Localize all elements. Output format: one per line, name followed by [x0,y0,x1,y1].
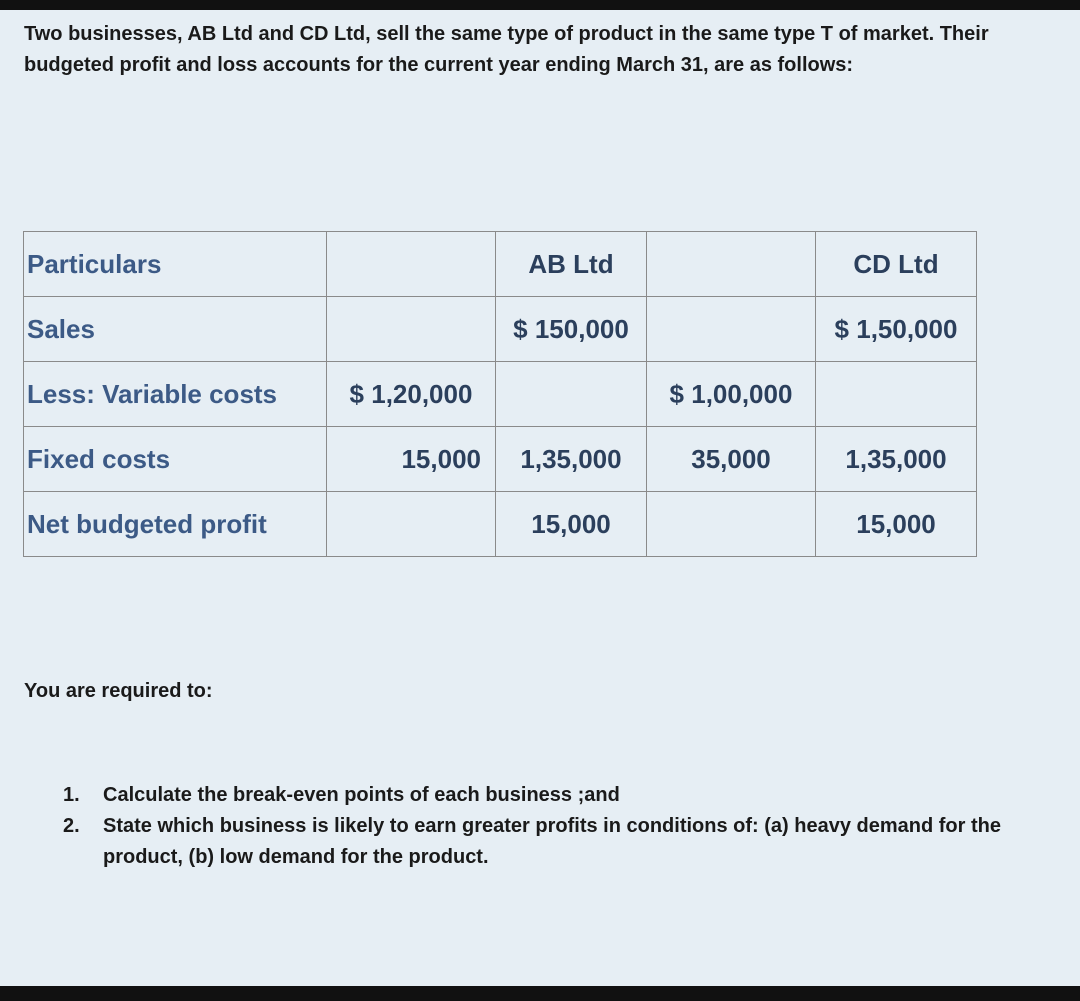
top-border-bar [0,0,1080,10]
header-cell-cd-ltd: CD Ltd [816,232,977,297]
table-header-row [24,232,977,297]
row-label-net-profit: Net budgeted profit [24,492,327,557]
task-text: State which business is likely to earn greater profits in conditions of: (a) heavy demand for the product, (b) low demand for the product. [103,815,1001,868]
ab-fixed-costs-value: 15,000 [327,427,496,492]
task-number: 1. [63,784,80,806]
task-number: 2. [63,815,80,837]
header-cell-blank-1 [327,232,496,297]
cd-sales-value: $ 1,50,000 [816,297,977,362]
cd-total-costs-value: 1,35,000 [816,427,977,492]
header-cell-particulars: Particulars [24,232,327,297]
task-list [63,780,1063,873]
table-row [24,427,977,492]
ab-total-costs-value: 1,35,000 [496,427,647,492]
required-heading: You are required to: [24,680,213,702]
ab-variable-costs-value: $ 1,20,000 [327,362,496,427]
intro-paragraph: Two businesses, AB Ltd and CD Ltd, sell the same type of product in the same type T of market. Their budgeted profit and loss accounts for the current year ending March 31, are as follows: [24,23,989,76]
list-item [63,780,1063,811]
cd-fixed-costs-value: 35,000 [647,427,816,492]
table-cell [647,492,816,557]
table-row [24,492,977,557]
table-cell [327,297,496,362]
table-row [24,297,977,362]
header-cell-blank-2 [647,232,816,297]
ab-net-profit-value: 15,000 [496,492,647,557]
table-cell [647,297,816,362]
table-cell [327,492,496,557]
table-cell [496,362,647,427]
row-label-sales: Sales [24,297,327,362]
profit-loss-table [23,231,977,557]
header-cell-ab-ltd: AB Ltd [496,232,647,297]
row-label-variable-costs: Less: Variable costs [24,362,327,427]
ab-sales-value: $ 150,000 [496,297,647,362]
list-item [63,811,1063,873]
row-label-fixed-costs: Fixed costs [24,427,327,492]
table-cell [816,362,977,427]
bottom-border-bar [0,986,1080,1001]
task-text: Calculate the break-even points of each business ;and [103,784,620,806]
cd-net-profit-value: 15,000 [816,492,977,557]
table-row [24,362,977,427]
cd-variable-costs-value: $ 1,00,000 [647,362,816,427]
